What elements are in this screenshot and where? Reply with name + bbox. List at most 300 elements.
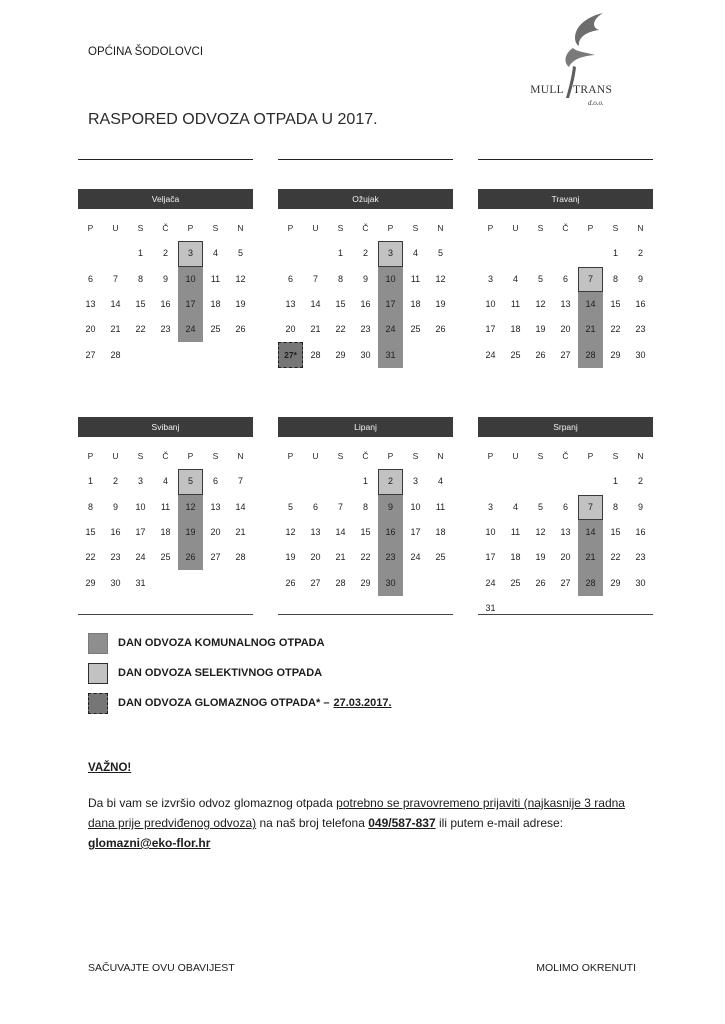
day-cell: 10	[410, 501, 421, 512]
weekday-label: N	[637, 451, 644, 462]
empty-day-cell	[403, 570, 428, 595]
weekday-label: U	[112, 223, 119, 234]
weekday-label: P	[487, 451, 494, 462]
day-cell: 6	[87, 273, 93, 284]
day-cell: 24	[135, 552, 146, 563]
day-cell: 14	[235, 501, 246, 512]
weekday-label: S	[337, 451, 344, 462]
day-cell: 8	[87, 501, 93, 512]
empty-day-cell	[578, 596, 603, 621]
day-cell: 7	[337, 501, 343, 512]
empty-day-cell	[153, 342, 178, 367]
day-cell: 25	[435, 552, 446, 563]
day-cell: 6	[312, 501, 318, 512]
day-cell: 28	[110, 349, 121, 360]
empty-day-cell	[228, 570, 253, 595]
day-cell: 12	[235, 273, 246, 284]
day-cell: 20	[210, 527, 221, 538]
day-cell: 1	[137, 248, 143, 259]
footer-right: MOLIMO OKRENUTI	[536, 962, 636, 974]
weekday-label: S	[412, 223, 419, 234]
day-cell: 24	[485, 577, 496, 588]
day-cell: 18	[435, 527, 446, 538]
day-cell-komunalni: 16	[378, 520, 403, 545]
day-cell: 26	[235, 324, 246, 335]
month-header: Srpanj	[478, 417, 653, 437]
weekday-label: P	[387, 223, 394, 234]
day-cell: 16	[110, 527, 121, 538]
day-cell: 12	[435, 273, 446, 284]
day-cell: 8	[362, 501, 368, 512]
day-cell-komunalni: 12	[178, 495, 203, 520]
day-cell-komunalni: 30	[378, 570, 403, 595]
day-cell: 31	[135, 577, 146, 588]
day-cell: 13	[560, 299, 571, 310]
day-cell: 1	[612, 476, 618, 487]
day-cell: 4	[212, 248, 218, 259]
empty-day-cell	[528, 469, 553, 494]
weekday-label: P	[587, 223, 594, 234]
day-cell: 9	[162, 273, 168, 284]
day-cell: 15	[135, 299, 146, 310]
weekday-label: Č	[362, 223, 369, 234]
legend-swatch-komunalni	[88, 633, 108, 654]
legend-label-glomazni-text: DAN ODVOZA GLOMAZNOG OTPADA* –	[118, 697, 330, 709]
empty-day-cell	[328, 469, 353, 494]
day-cell: 26	[535, 349, 546, 360]
month-header: Travanj	[478, 189, 653, 209]
day-cell-komunalni: 17	[178, 292, 203, 317]
divider-line	[78, 614, 253, 615]
day-cell: 14	[335, 527, 346, 538]
day-cell: 7	[237, 476, 243, 487]
day-cell-selektivni: 7	[578, 267, 603, 292]
empty-day-cell	[103, 241, 128, 266]
day-cell: 13	[210, 501, 221, 512]
empty-day-cell	[228, 342, 253, 367]
day-cell: 16	[160, 299, 171, 310]
day-cell: 8	[612, 273, 618, 284]
day-cell: 22	[85, 552, 96, 563]
empty-day-cell	[628, 596, 653, 621]
empty-day-cell	[553, 469, 578, 494]
day-cell-komunalni: 14	[578, 520, 603, 545]
day-cell: 13	[560, 527, 571, 538]
day-cell: 23	[635, 552, 646, 563]
day-cell: 27	[210, 552, 221, 563]
day-cell: 19	[235, 299, 246, 310]
empty-day-cell	[153, 570, 178, 595]
day-cell: 25	[160, 552, 171, 563]
day-cell: 11	[210, 273, 221, 284]
empty-day-cell	[178, 342, 203, 367]
day-cell: 1	[612, 248, 618, 259]
day-cell-komunalni: 10	[378, 267, 403, 292]
empty-day-cell	[503, 469, 528, 494]
weekday-label: P	[87, 223, 94, 234]
day-cell: 4	[512, 273, 518, 284]
day-cell: 11	[510, 527, 521, 538]
day-cell: 31	[485, 602, 496, 613]
divider-line	[478, 614, 653, 615]
day-cell: 5	[287, 501, 293, 512]
calendar-travanj	[478, 189, 653, 394]
day-cell: 10	[135, 501, 146, 512]
day-cell: 30	[635, 577, 646, 588]
day-cell: 15	[610, 527, 621, 538]
day-cell: 22	[360, 552, 371, 563]
day-cell-selektivni: 3	[178, 241, 203, 266]
weekday-label: Č	[562, 451, 569, 462]
day-cell: 20	[310, 552, 321, 563]
day-cell-komunalni: 9	[378, 495, 403, 520]
weekday-label: N	[237, 451, 244, 462]
day-cell: 29	[610, 577, 621, 588]
legend-label-selektivni: DAN ODVOZA SELEKTIVNOG OTPADA	[118, 667, 323, 679]
logo-text-left: MULL	[530, 84, 564, 96]
day-cell-komunalni: 10	[178, 267, 203, 292]
day-cell: 3	[487, 273, 493, 284]
day-cell: 2	[362, 248, 368, 259]
day-cell: 20	[285, 324, 296, 335]
day-cell: 12	[535, 527, 546, 538]
municipality-name: OPĆINA ŠODOLOVCI	[88, 46, 204, 58]
day-cell: 29	[610, 349, 621, 360]
day-cell-komunalni: 21	[578, 545, 603, 570]
day-cell: 13	[310, 527, 321, 538]
day-cell-komunalni: 24	[378, 317, 403, 342]
calendar-grid	[278, 444, 453, 596]
day-cell-komunalni: 14	[578, 292, 603, 317]
day-cell: 29	[360, 577, 371, 588]
day-cell: 18	[210, 299, 221, 310]
notice-text: ili putem e-mail adrese:	[438, 816, 564, 830]
calendar-lipanj	[278, 417, 453, 622]
empty-day-cell	[428, 342, 453, 367]
weekday-label: S	[212, 451, 219, 462]
weekday-label: S	[412, 451, 419, 462]
day-cell: 27	[310, 577, 321, 588]
month-header: Ožujak	[278, 189, 453, 209]
weekday-label: S	[612, 223, 619, 234]
day-cell: 13	[285, 299, 296, 310]
empty-day-cell	[528, 596, 553, 621]
calendar-grid	[478, 444, 653, 621]
legend-label-glomazni	[118, 693, 392, 714]
weekday-label: P	[387, 451, 394, 462]
day-cell: 6	[562, 273, 568, 284]
weekday-label: S	[137, 451, 144, 462]
day-cell: 8	[612, 501, 618, 512]
day-cell: 24	[485, 349, 496, 360]
weekday-label: U	[112, 451, 119, 462]
day-cell: 23	[635, 324, 646, 335]
day-cell: 14	[310, 299, 321, 310]
day-cell: 26	[535, 577, 546, 588]
day-cell: 22	[135, 324, 146, 335]
divider-line	[278, 614, 453, 615]
day-cell: 9	[112, 501, 118, 512]
day-cell: 6	[562, 501, 568, 512]
day-cell: 5	[537, 273, 543, 284]
logo-suffix: d.o.o.	[588, 99, 604, 107]
empty-day-cell	[478, 469, 503, 494]
month-header: Lipanj	[278, 417, 453, 437]
day-cell-selektivni: 3	[378, 241, 403, 266]
weekday-label: N	[437, 223, 444, 234]
weekday-label: S	[212, 223, 219, 234]
day-cell-komunalni: 17	[378, 292, 403, 317]
notice-text-underlined: potrebno se pravovremeno prijaviti (najkasnije 3 radna dana prije predviđenog odvoza)	[88, 796, 625, 830]
weekday-label: P	[187, 223, 194, 234]
day-cell: 28	[310, 349, 321, 360]
notice-paragraph	[88, 793, 636, 853]
day-cell: 19	[535, 324, 546, 335]
day-cell: 5	[537, 501, 543, 512]
day-cell: 7	[312, 273, 318, 284]
weekday-label: S	[537, 223, 544, 234]
day-cell: 17	[485, 324, 496, 335]
day-cell: 18	[510, 324, 521, 335]
day-cell: 28	[235, 552, 246, 563]
day-cell: 17	[410, 527, 421, 538]
empty-day-cell	[203, 570, 228, 595]
weekday-label: N	[637, 223, 644, 234]
weekday-label: N	[437, 451, 444, 462]
day-cell: 6	[287, 273, 293, 284]
footer-left: SAČUVAJTE OVU OBAVIJEST	[88, 962, 235, 974]
weekday-label: S	[612, 451, 619, 462]
email-address: glomazni@eko-flor.hr	[88, 836, 211, 850]
day-cell: 1	[362, 476, 368, 487]
empty-day-cell	[303, 469, 328, 494]
calendar-srpanj	[478, 417, 653, 622]
day-cell: 4	[437, 476, 443, 487]
day-cell: 6	[212, 476, 218, 487]
day-cell: 23	[160, 324, 171, 335]
empty-day-cell	[478, 241, 503, 266]
day-cell-glomazni: 27*	[278, 342, 303, 367]
legend-label-komunalni: DAN ODVOZA KOMUNALNOG OTPADA	[118, 637, 325, 649]
day-cell: 2	[162, 248, 168, 259]
day-cell: 28	[335, 577, 346, 588]
empty-day-cell	[428, 570, 453, 595]
calendar-ozujak	[278, 189, 453, 394]
divider-line	[478, 159, 653, 160]
weekday-label: P	[287, 223, 294, 234]
day-cell: 25	[210, 324, 221, 335]
day-cell: 25	[510, 577, 521, 588]
day-cell: 22	[610, 324, 621, 335]
day-cell: 2	[112, 476, 118, 487]
weekday-label: S	[537, 451, 544, 462]
weekday-label: U	[512, 451, 519, 462]
day-cell: 17	[135, 527, 146, 538]
day-cell: 30	[360, 349, 371, 360]
empty-day-cell	[278, 241, 303, 266]
day-cell: 9	[637, 501, 643, 512]
day-cell: 3	[137, 476, 143, 487]
empty-day-cell	[503, 596, 528, 621]
day-cell-komunalni: 19	[178, 520, 203, 545]
calendar-grid	[478, 216, 653, 368]
day-cell: 30	[635, 349, 646, 360]
weekday-label: U	[512, 223, 519, 234]
empty-day-cell	[178, 570, 203, 595]
day-cell: 9	[362, 273, 368, 284]
day-cell: 11	[160, 501, 171, 512]
calendar-svibanj	[78, 417, 253, 622]
day-cell-selektivni: 7	[578, 495, 603, 520]
day-cell: 5	[437, 248, 443, 259]
day-cell: 15	[610, 299, 621, 310]
day-cell: 3	[487, 501, 493, 512]
day-cell: 23	[360, 324, 371, 335]
day-cell: 16	[635, 527, 646, 538]
day-cell: 16	[360, 299, 371, 310]
weekday-label: P	[487, 223, 494, 234]
legend-swatch-glomazni	[88, 693, 108, 714]
weekday-label: P	[187, 451, 194, 462]
day-cell: 15	[335, 299, 346, 310]
empty-day-cell	[128, 342, 153, 367]
weekday-label: U	[312, 223, 319, 234]
day-cell: 25	[510, 349, 521, 360]
day-cell-komunalni: 26	[178, 545, 203, 570]
day-cell: 16	[635, 299, 646, 310]
day-cell: 18	[160, 527, 171, 538]
day-cell: 19	[535, 552, 546, 563]
empty-day-cell	[603, 596, 628, 621]
day-cell-komunalni: 28	[578, 570, 603, 595]
day-cell: 3	[412, 476, 418, 487]
day-cell: 18	[510, 552, 521, 563]
weekday-label: Č	[162, 451, 169, 462]
day-cell: 12	[535, 299, 546, 310]
day-cell: 25	[410, 324, 421, 335]
calendar-grid	[278, 216, 453, 368]
weekday-label: P	[587, 451, 594, 462]
day-cell: 11	[435, 501, 446, 512]
day-cell: 17	[485, 552, 496, 563]
day-cell: 10	[485, 527, 496, 538]
calendar-grid	[78, 444, 253, 596]
weekday-label: S	[337, 223, 344, 234]
empty-day-cell	[403, 342, 428, 367]
phone-number: 049/587-837	[368, 816, 436, 830]
weekday-label: U	[312, 451, 319, 462]
notice-text: na naš broj telefona	[259, 816, 365, 830]
day-cell-komunalni: 28	[578, 342, 603, 367]
day-cell: 4	[412, 248, 418, 259]
day-cell: 26	[435, 324, 446, 335]
day-cell-selektivni: 5	[178, 469, 203, 494]
day-cell: 22	[610, 552, 621, 563]
weekday-label: Č	[162, 223, 169, 234]
divider-line	[278, 159, 453, 160]
day-cell: 26	[285, 577, 296, 588]
empty-day-cell	[278, 469, 303, 494]
day-cell: 15	[360, 527, 371, 538]
day-cell: 14	[110, 299, 121, 310]
empty-day-cell	[503, 241, 528, 266]
calendar-grid	[78, 216, 253, 368]
day-cell: 5	[237, 248, 243, 259]
notice-text: Da bi vam se izvršio odvoz glomaznog otpada	[88, 796, 333, 810]
weekday-label: P	[87, 451, 94, 462]
day-cell: 20	[85, 324, 96, 335]
empty-day-cell	[578, 469, 603, 494]
empty-day-cell	[528, 241, 553, 266]
day-cell: 30	[110, 577, 121, 588]
day-cell: 19	[285, 552, 296, 563]
legend-glomazni-date: 27.03.2017.	[333, 697, 392, 709]
day-cell: 24	[410, 552, 421, 563]
empty-day-cell	[303, 241, 328, 266]
day-cell-komunalni: 24	[178, 317, 203, 342]
day-cell: 2	[637, 248, 643, 259]
empty-day-cell	[78, 241, 103, 266]
calendar-veljaca	[78, 189, 253, 394]
day-cell: 22	[335, 324, 346, 335]
day-cell: 27	[560, 577, 571, 588]
empty-day-cell	[553, 596, 578, 621]
empty-day-cell	[578, 241, 603, 266]
page-title: RASPORED ODVOZA OTPADA U 2017.	[88, 111, 378, 128]
day-cell-selektivni: 2	[378, 469, 403, 494]
day-cell: 4	[512, 501, 518, 512]
day-cell: 11	[410, 273, 421, 284]
month-header: Veljača	[78, 189, 253, 209]
day-cell-komunalni: 21	[578, 317, 603, 342]
day-cell: 21	[110, 324, 121, 335]
day-cell: 23	[110, 552, 121, 563]
day-cell: 29	[335, 349, 346, 360]
day-cell: 12	[285, 527, 296, 538]
empty-day-cell	[553, 241, 578, 266]
day-cell: 9	[637, 273, 643, 284]
day-cell: 18	[410, 299, 421, 310]
day-cell: 2	[637, 476, 643, 487]
day-cell: 29	[85, 577, 96, 588]
day-cell-komunalni: 31	[378, 342, 403, 367]
weekday-label: Č	[362, 451, 369, 462]
weekday-label: Č	[562, 223, 569, 234]
day-cell: 21	[335, 552, 346, 563]
day-cell: 8	[137, 273, 143, 284]
month-header: Svibanj	[78, 417, 253, 437]
weekday-label: S	[137, 223, 144, 234]
day-cell: 15	[85, 527, 96, 538]
day-cell: 4	[162, 476, 168, 487]
day-cell: 1	[87, 476, 93, 487]
day-cell: 10	[485, 299, 496, 310]
day-cell: 27	[560, 349, 571, 360]
day-cell: 21	[235, 527, 246, 538]
day-cell: 20	[560, 324, 571, 335]
day-cell: 19	[435, 299, 446, 310]
day-cell: 1	[337, 248, 343, 259]
day-cell: 27	[85, 349, 96, 360]
logo-text-right: TRANS	[573, 84, 613, 96]
divider-line	[78, 159, 253, 160]
day-cell: 8	[337, 273, 343, 284]
day-cell: 7	[112, 273, 118, 284]
weekday-label: N	[237, 223, 244, 234]
empty-day-cell	[203, 342, 228, 367]
company-logo	[515, 8, 625, 108]
day-cell: 13	[85, 299, 96, 310]
